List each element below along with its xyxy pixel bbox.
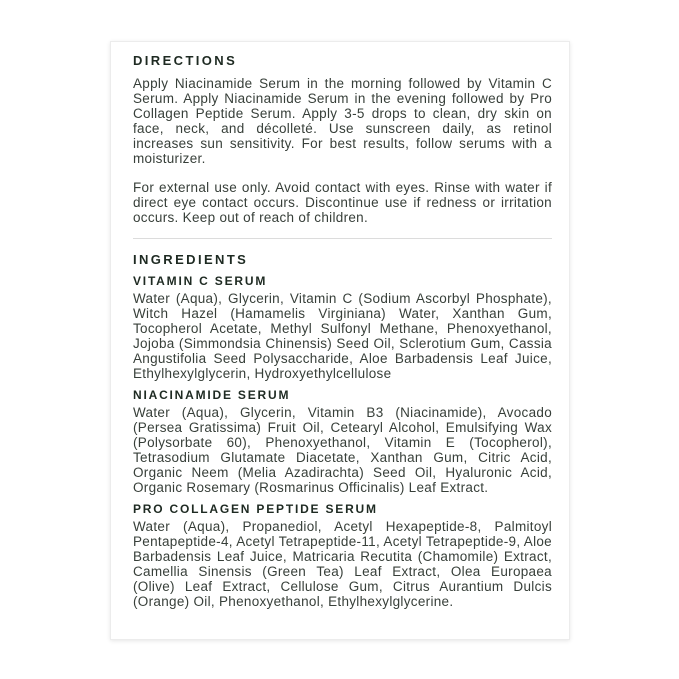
vitamin-c-serum-subheading: VITAMIN C SERUM [133, 274, 268, 288]
vitamin-c-serum-ingredients-text: Water (Aqua), Glycerin, Vitamin C (Sodium Ascorbyl Phosphate), Witch Hazel (Hamamelis Virginiana) Water, Xanthan Gum, Tocopherol Acetate, Methyl Sulfonyl Methane, Phenoxyethanol, Jojoba (Simmondsia Chinensis) Seed Oil, Sclerotium Gum, Cassia Angustifolia Seed Polysaccharide, Aloe Barbadensis Leaf Juice, Ethylhexylglycerin, Hydroxyethylcellulose [133, 291, 552, 381]
ingredients-heading: INGREDIENTS [133, 252, 249, 267]
directions-paragraph-warning: For external use only. Avoid contact with eyes. Rinse with water if direct eye contact occurs. Discontinue use if redness or irritation occurs. Keep out of reach of children. [133, 180, 552, 225]
directions-paragraph-usage: Apply Niacinamide Serum in the morning followed by Vitamin C Serum. Apply Niacinamide Serum in the evening followed by Pro Collagen Peptide Serum. Apply 3-5 drops to clean, dry skin on face, neck, and décolleté. Use sunscreen daily, as retinol increases sun sensitivity. For best results, follow serums with a moisturizer. [133, 76, 552, 166]
ingredients-section-niacinamide [133, 389, 552, 495]
niacinamide-serum-ingredients-text: Water (Aqua), Glycerin, Vitamin B3 (Niacinamide), Avocado (Persea Gratissima) Fruit Oil, Cetearyl Alcohol, Emulsifying Wax (Polysorbate 60), Phenoxyethanol, Vitamin E (Tocopherol), Tetrasodium Glutamate Diacetate, Xanthan Gum, Citric Acid, Organic Neem (Melia Azadirachta) Seed Oil, Hyaluronic Acid, Organic Rosemary (Rosmarinus Officinalis) Leaf Extract. [133, 405, 552, 495]
niacinamide-serum-subheading: NIACINAMIDE SERUM [133, 388, 291, 402]
directions-heading: DIRECTIONS [133, 53, 238, 68]
product-label-card [110, 41, 570, 640]
ingredients-section-vitamin-c [133, 275, 552, 381]
section-divider [133, 238, 552, 239]
pro-collagen-peptide-serum-ingredients-text: Water (Aqua), Propanediol, Acetyl Hexapeptide-8, Palmitoyl Pentapeptide-4, Acetyl Tetrapeptide-11, Acetyl Tetrapeptide-9, Aloe Barbadensis Leaf Juice, Matricaria Recutita (Chamomile) Extract, Camellia Sinensis (Green Tea) Leaf Extract, Olea Europaea (Olive) Leaf Extract, Cellulose Gum, Citrus Aurantium Dulcis (Orange) Oil, Phenoxyethanol, Ethylhexylglycerine. [133, 519, 552, 609]
ingredients-section-pro-collagen [133, 503, 552, 609]
pro-collagen-peptide-serum-subheading: PRO COLLAGEN PEPTIDE SERUM [133, 502, 378, 516]
